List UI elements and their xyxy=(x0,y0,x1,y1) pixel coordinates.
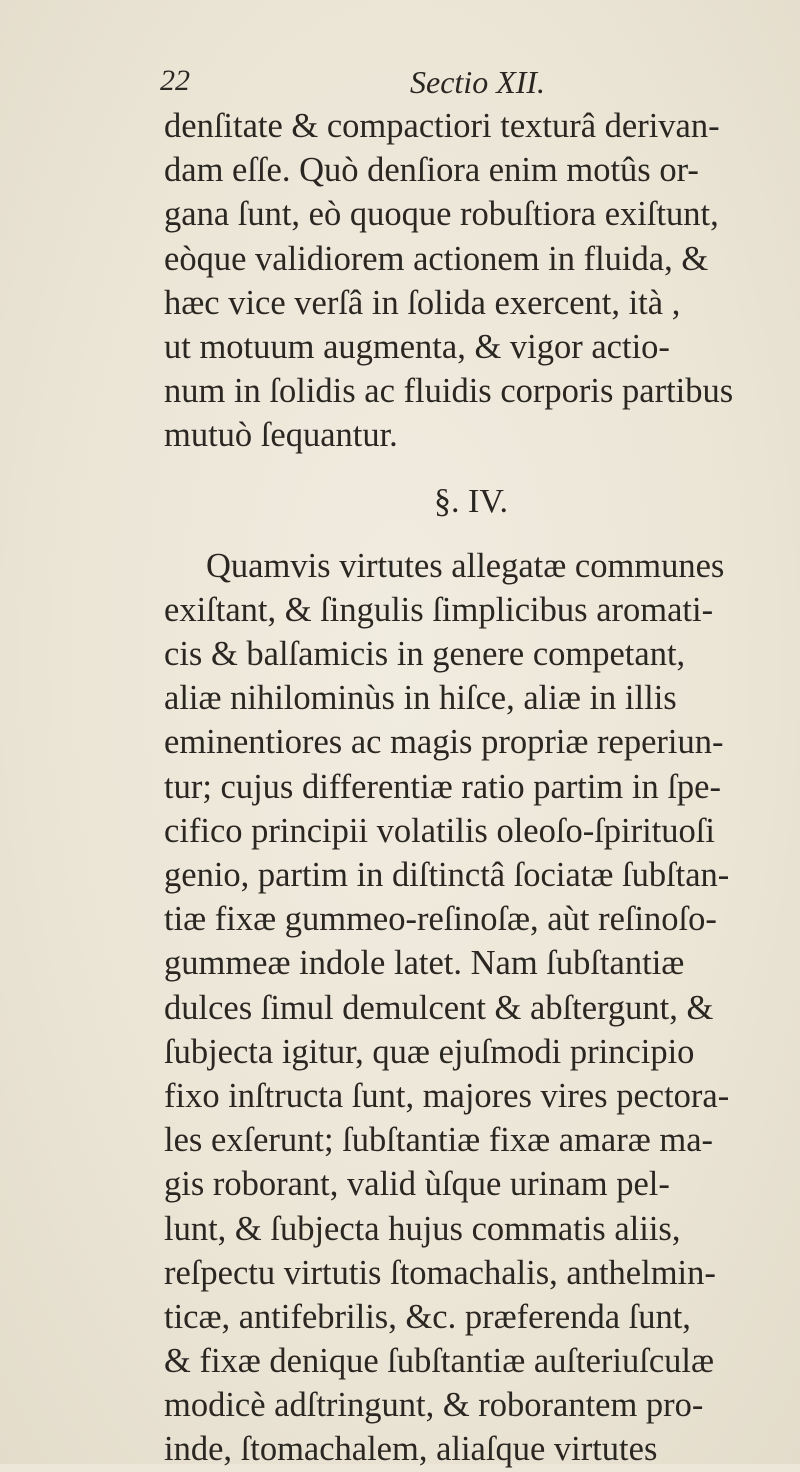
page-number: 22 xyxy=(160,64,190,97)
text-line: gis roborant, valid ùſque urinam pel- xyxy=(164,1165,670,1204)
text-line: les exſerunt; ſubſtantiæ fixæ amaræ ma- xyxy=(164,1121,714,1160)
text-line: ticæ, antifebrilis, &c. præferenda ſunt, xyxy=(164,1297,691,1336)
text-line: aliæ nihilominùs in hiſce, aliæ in illis xyxy=(164,679,677,718)
text-line: gana ſunt, eò quoque robuſtiora exiſtunt, xyxy=(164,195,719,234)
text-line: genio, partim in diſtinctâ ſociatæ ſubſtan- xyxy=(164,856,730,894)
text-line: dulces ſimul demulcent & abſtergunt, & xyxy=(164,988,714,1027)
text-line: ut motuum augmenta, & vigor actio- xyxy=(164,327,670,366)
text-line: cis & balſamicis in genere competant, xyxy=(164,635,686,674)
text-line: inde, ſtomachalem, aliaſque virtutes xyxy=(164,1430,658,1469)
running-head: Sectio XII. xyxy=(410,64,546,100)
text-line: exiſtant, & ſingulis ſimplicibus aromati- xyxy=(164,590,714,629)
text-line: eòque validiorem actionem in fluida, & xyxy=(164,239,709,278)
paragraph-1 xyxy=(164,104,778,458)
section-heading: §. IV. xyxy=(434,482,508,520)
paragraph-2 xyxy=(164,544,778,1472)
text-line: lunt, & ſubjecta hujus commatis aliis, xyxy=(164,1209,681,1248)
text-line: denſitate & compactiori texturâ derivan- xyxy=(164,107,720,145)
text-line: hæc vice verſâ in ſolida exercent, ità , xyxy=(164,283,681,322)
text-line: dam eſſe. Quò denſiora enim motûs or- xyxy=(164,151,699,190)
text-line: reſpectu virtutis ſtomachalis, anthelmin- xyxy=(164,1253,716,1292)
text-line: modicè adſtringunt, & roborantem pro- xyxy=(164,1386,704,1425)
text-line: num in ſolidis ac fluidis corporis partibus xyxy=(164,372,734,411)
text-line: tur; cujus differentiæ ratio partim in ſpe- xyxy=(164,767,721,806)
text-line: ſubjecta igitur, quæ ejuſmodi principio xyxy=(164,1032,695,1071)
text-line: & fixæ denique ſubſtantiæ auſteriuſculæ xyxy=(164,1342,714,1381)
body-text xyxy=(164,104,778,1472)
text-line: eminentiores ac magis propriæ reperiun- xyxy=(164,723,724,762)
text-line: Quamvis virtutes allegatæ communes xyxy=(206,546,725,585)
text-line: cifico principii volatilis oleoſo-ſpirituoſi xyxy=(164,811,715,850)
text-line: mutuò ſequantur. xyxy=(164,416,398,455)
text-line: fixo inſtructa ſunt, majores vires pectora- xyxy=(164,1076,730,1115)
text-line: tiæ fixæ gummeo-reſinoſæ, aùt reſinoſo- xyxy=(164,900,717,939)
text-line: gummeæ indole latet. Nam ſubſtantiæ xyxy=(164,944,685,983)
